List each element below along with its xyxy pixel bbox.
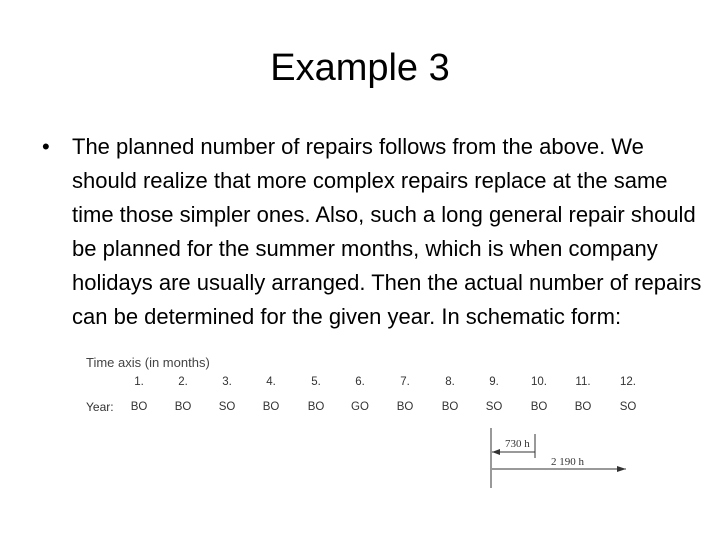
repair-type-label: GO <box>351 401 369 413</box>
month-label: 4. <box>266 376 276 388</box>
year-label: Year: <box>86 400 114 414</box>
repair-type-label: BO <box>174 401 192 413</box>
month-label: 10. <box>531 376 547 388</box>
repair-type-label: SO <box>218 401 236 413</box>
month-label: 12. <box>620 376 636 388</box>
repair-type-label: BO <box>441 401 459 413</box>
month-label: 9. <box>489 376 499 388</box>
interval-short-label: 730 h <box>505 438 530 450</box>
axis-title: Time axis (in months) <box>86 355 210 370</box>
repair-type-label: BO <box>307 401 325 413</box>
month-label: 8. <box>445 376 455 388</box>
month-label: 1. <box>134 376 144 388</box>
arrow-left-icon <box>492 449 500 455</box>
repair-type-label: SO <box>619 401 637 413</box>
repair-type-label: BO <box>574 401 592 413</box>
month-label: 11. <box>575 376 591 388</box>
repair-type-label: BO <box>396 401 414 413</box>
month-label: 6. <box>355 376 365 388</box>
month-label: 7. <box>400 376 410 388</box>
repair-type-label: SO <box>485 401 503 413</box>
slide-title: Example 3 <box>270 47 450 89</box>
month-label: 3. <box>222 376 232 388</box>
repair-type-label: BO <box>130 401 148 413</box>
repair-type-label: BO <box>530 401 548 413</box>
repair-type-label: BO <box>262 401 280 413</box>
month-label: 5. <box>311 376 321 388</box>
bullet-dot-icon: • <box>42 134 50 159</box>
arrow-right-icon <box>617 466 626 472</box>
interval-long-label: 2 190 h <box>551 456 584 468</box>
month-label: 2. <box>178 376 188 388</box>
bullet-text: The planned number of repairs follows from the above. We should realize that more complex repairs replace at the same time those simpler ones. Also, such a long general repair should be planned for the summer months, which is when company holidays are usually arranged. Then the actual number of repairs can be determined for the given year. In schematic form: <box>72 134 702 329</box>
